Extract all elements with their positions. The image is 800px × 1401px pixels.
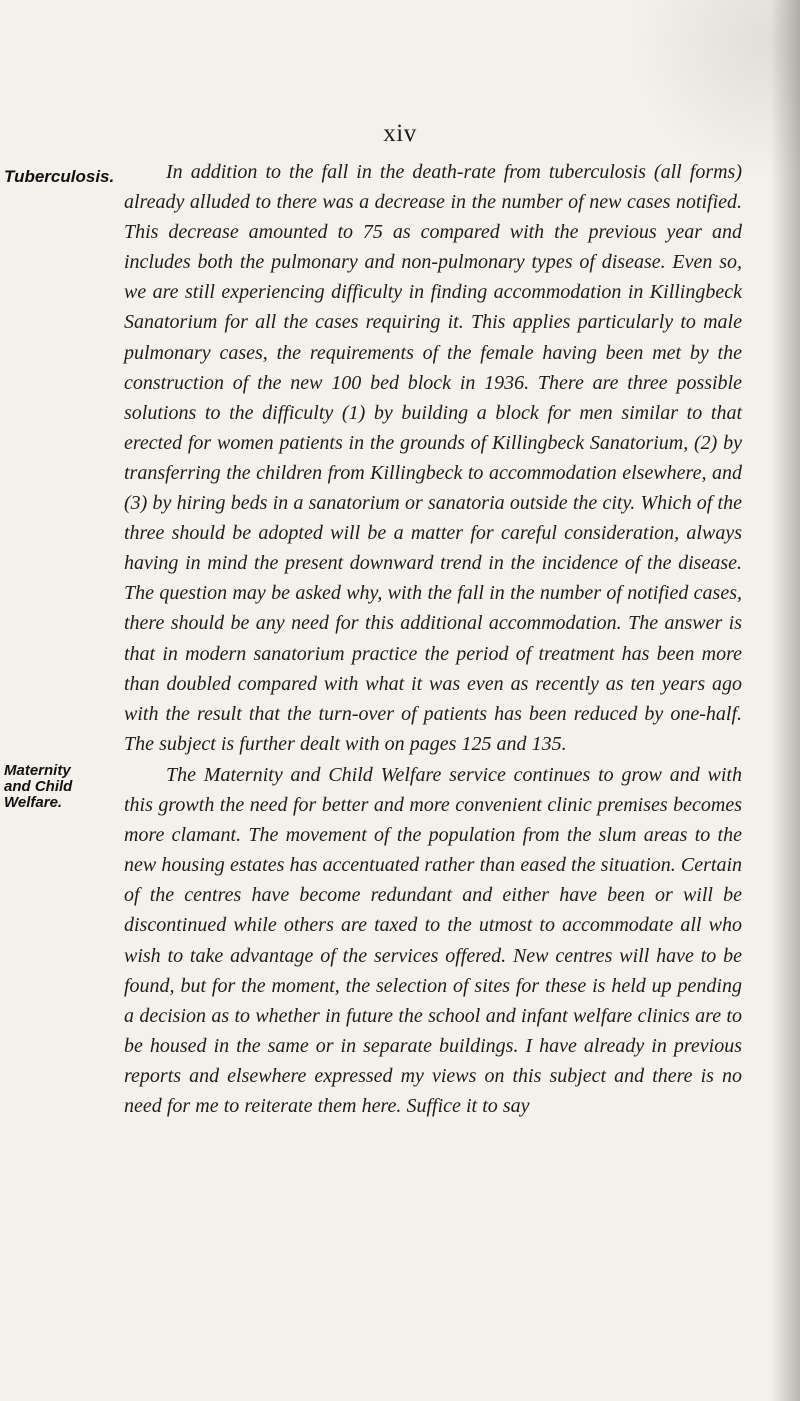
page-number: xiv [383,120,417,147]
sidenote-maternity-child-welfare: Maternity and Child Welfare. [4,762,73,811]
page-edge-shadow [770,0,800,1401]
sidenote-tuberculosis: Tuberculosis. [4,167,115,186]
paragraph-tuberculosis: In addition to the fall in the death-rate from tuberculosis (all forms) already alluded to there was a decrease in the number of new cases notified. This decrease amounted to 75 as compared with the previous year and includes both the pulmonary and non-pulmonary types of disease. Even so, we are still experiencing difficulty in finding accommodation in Killingbeck Sanatorium for all the cases requiring it. This applies particularly to male pulmonary cases, the requirements of the female having been met by the construction of the new 100 bed block in 1936. There are three possible solutions to the difficulty (1) by building a block for men similar to that erected for women patients in the grounds of Killingbeck Sanatorium, (2) by transferring the children from Killingbeck to accommodation elsewhere, and (3) by hiring beds in a sanatorium or sanatoria outside the city. Which of the three should be adopted will be a matter for careful consideration, always having in mind the present downward trend in the incidence of the disease. The question may be asked why, with the fall in the number of notified cases, there should be any need for this additional accommodation. The answer is that in modern sanatorium practice the period of treatment has been more than doubled compared with what it was even as recently as ten years ago with the result that the turn-over of patients has been reduced by one-half. The subject is further dealt with on pages 125 and 135. [124,161,742,755]
paragraph-maternity-child-welfare: The Maternity and Child Welfare service continues to grow and with this growth the need for better and more convenient clinic premises becomes more clamant. The movement of the population from the slum areas to the new housing estates has accentuated rather than eased the situation. Certain of the centres have become redundant and either have been or will be discontinued while others are taxed to the utmost to accommodate all who wish to take advantage of the services offered. New centres will have to be found, but for the moment, the selection of sites for these is held up pending a decision as to whether in future the school and infant welfare clinics are to be housed in the same or in separate buildings. I have already in previous reports and elsewhere expressed my views on this subject and there is no need for me to reiterate them here. Suffice it to say [124,764,742,1118]
